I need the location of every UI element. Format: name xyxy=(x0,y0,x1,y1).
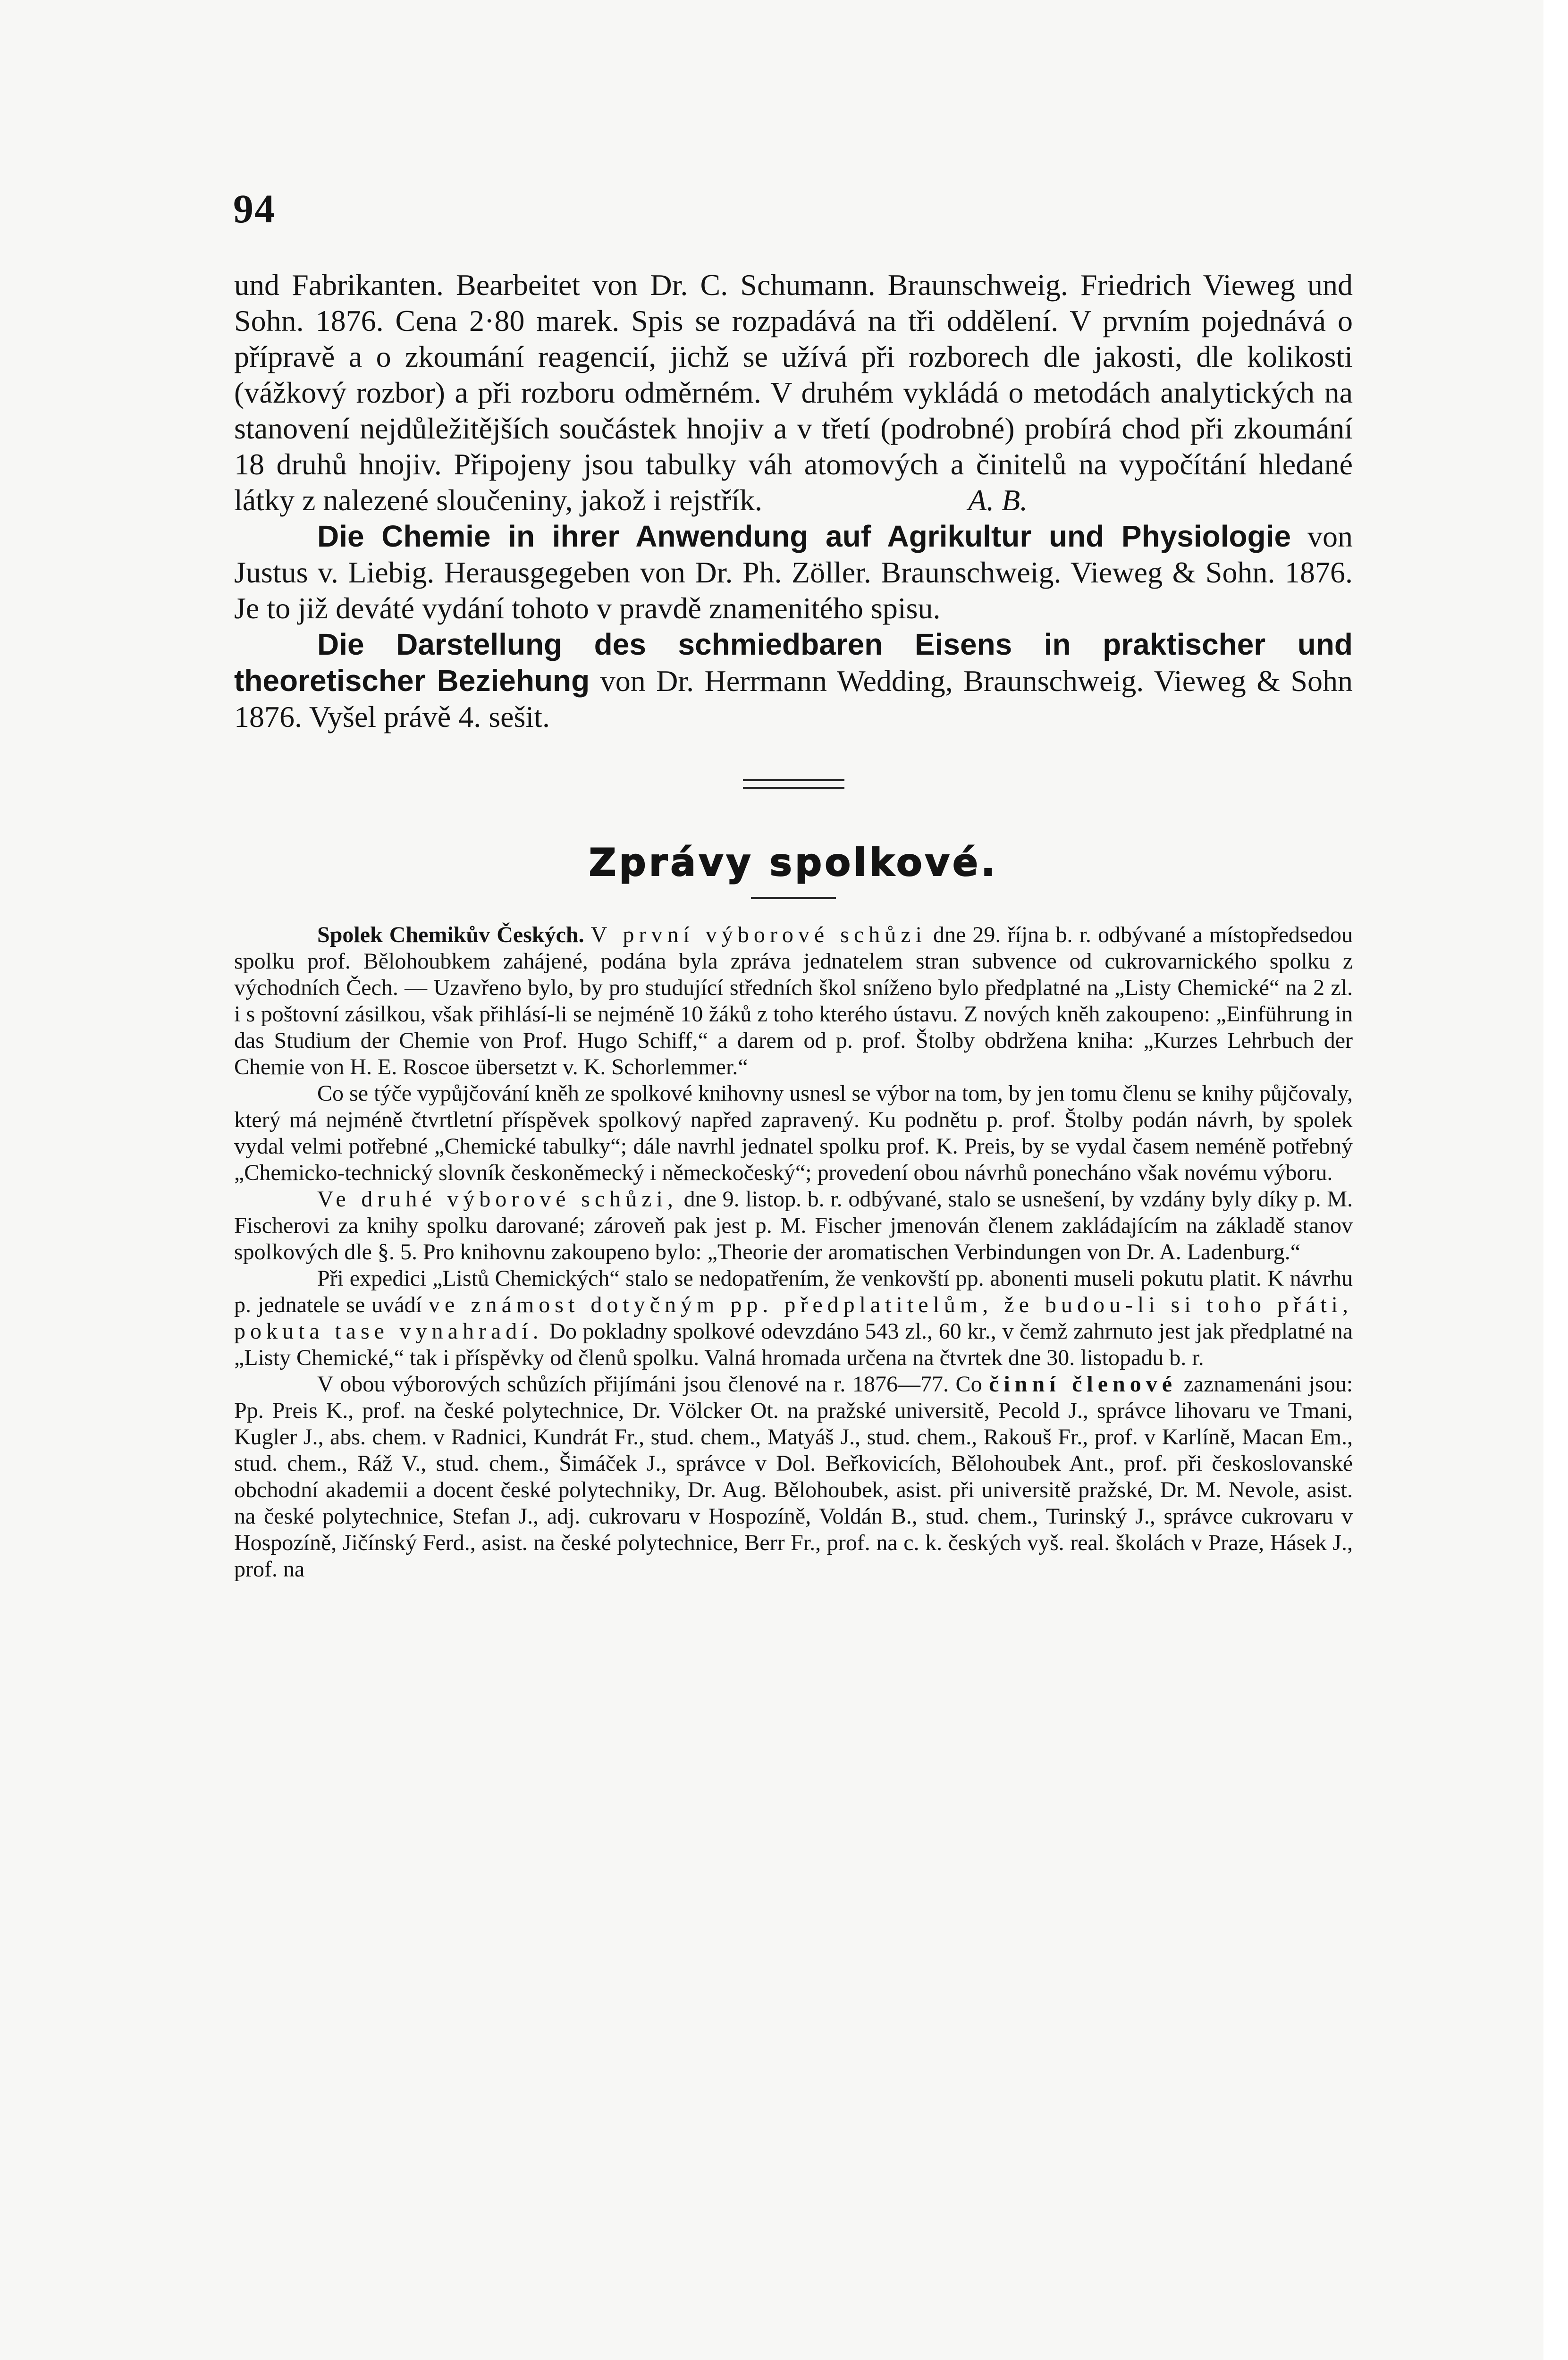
report-paragraph-3 xyxy=(234,1186,1353,1265)
review-schumann xyxy=(234,267,1353,518)
report-p1-text: dne 29. října b. r. odbývané a místopředsedou spolku prof. Bělohoubkem zahájené, podána byla zpráva jednatelem stran subvence od cukrovarnického spolku z východních Čech. — Uzavřeno bylo, by pro studující středních škol sníženo bylo předplatné na „Listy Chemické“ na 2 zl. i s poštovní zásilkou, však přihlásí-li se nejméně 10 žáků z toho kterého ústavu. Z nových kněh zakoupeno: „Einführung in das Studium der Chemie von Prof. Hugo Schiff,“ a darem od p. prof. Štolby obdržena kniha: „Kurzes Lehrbuch der Chemie von H. E. Roscoe übersetzt v. K. Schorlemmer.“ xyxy=(234,922,1353,1079)
section-title: Zprávy spolkové. xyxy=(589,841,998,885)
page-number: 94 xyxy=(233,186,276,231)
title-underline xyxy=(751,897,836,899)
review-schumann-text: und Fabrikanten. Bearbeitet von Dr. C. Schumann. Braunschweig. Friedrich Vieweg und Sohn. 1876. Cena 2·80 marek. Spis se rozpadává na tři oddělení. V prvním pojednává o přípravě a o zkoumání reagencií, jichž se užívá při rozborech dle jakosti, dle kolikosti (vážkový rozbor) a při rozboru odměrném. V druhém vykládá o metodách analytických na stanovení nejdůležitějších součástek hnojiv a v třetí (podrobné) probírá chod při zkoumání 18 druhů hnojiv. Připojeny jsou tabulky váh atomových a činitelů na vypočítání hledané látky z nalezené sloučeniny, jakož i rejstřík. xyxy=(234,268,1353,517)
report-second-meeting: Ve druhé výborové schůzi, xyxy=(317,1187,678,1212)
review-wedding-title: Die Darstellung des schmiedbaren Eisens in praktischer und theoretischer Beziehung xyxy=(234,627,1353,698)
report-paragraph-5 xyxy=(234,1371,1353,1583)
review-wedding xyxy=(234,626,1353,735)
report-first-meeting: V první výborové schůzi xyxy=(590,922,927,947)
report-p5b-text: zaznamenáni jsou: Pp. Preis K., prof. na české polytechnice, Dr. Völcker Ot. na pražské universitě, Pecold J., správce lihovaru ve Tmani, Kugler J., abs. chem. v Radnici, Kundrát Fr., stud. chem., Matyáš J., stud. chem., Rakouš Fr., prof. v Karlíně, Macan Em., stud. chem., Ráž V., stud. chem., Šimáček J., správce v Dol. Beřkovicích, Bělohoubek Ant., prof. při českoslovanské obchodní akademii a docent české polytechniky, Dr. Aug. Bělohoubek, asist. při universitě pražské, Dr. M. Nevole, asist. na české polytechnice, Stefan J., adj. cukrovaru v Hospozíně, Voldán B., stud. chem., Turinský J., správce cukrovaru v Hospozíně, Jičínský Ferd., asist. na české polytechnice, Berr Fr., prof. na c. k. českých vyš. real. školách v Praze, Hásek J., prof. na xyxy=(234,1372,1353,1582)
report-p2-text: Co se týče vypůjčování kněh ze spolkové knihovny usnesl se výbor na tom, by jen tomu členu se knihy půjčovaly, který má nejméně čtvrtletní příspěvek spolkový napřed zapravený. Ku podnětu p. prof. Štolby podán návrh, by spolek vydal velmi potřebné „Chemické tabulky“; dále navrhl jednatel spolku prof. K. Preis, by se vydal časem neméně potřebný „Chemicko-technický slovník českoněmecký i německočeský“; provedení obou návrhů ponecháno však novému výboru. xyxy=(234,1081,1353,1185)
report-p5a-text: V obou výborových schůzích přijímáni jsou členové na r. 1876—77. Co xyxy=(317,1372,982,1397)
review-liebig-title: Die Chemie in ihrer Anwendung auf Agrikultur und Physiologie xyxy=(317,519,1291,553)
report-paragraph-1 xyxy=(234,922,1353,1080)
report-lead: Spolek Chemikův Českých. xyxy=(317,922,584,947)
review-liebig xyxy=(234,518,1353,626)
report-p3-text: dne 9. listop. b. r. odbývané, stalo se usnešení, by vzdány byly díky p. M. Fischerovi za knihy spolku darované; zároveň pak jest p. M. Fischer jmenován členem zakládajícím na základě stanov spolkových dle §. 5. Pro knihovnu zakoupeno bylo: „Theorie der aromatischen Verbindungen von Dr. A. Ladenburg.“ xyxy=(234,1187,1353,1264)
review-liebig-text: von Justus v. Liebig. Herausgegeben von Dr. Ph. Zöller. Braunschweig. Vieweg & Sohn. 1876. Je to již deváté vydání tohoto v pravdě znamenitého spisu. xyxy=(234,520,1353,625)
scan-edge xyxy=(1543,0,1568,2360)
report-active-members: činní členové xyxy=(989,1372,1177,1397)
page-content xyxy=(234,267,1353,1583)
report-paragraph-2 xyxy=(234,1080,1353,1186)
double-rule xyxy=(743,779,844,789)
society-report xyxy=(234,922,1353,1583)
section-divider xyxy=(234,779,1353,789)
report-p4b-text: Do pokladny spolkové odevzdáno 543 zl., 60 kr., v čemž zahrnuto jest jak předplatné na „Listy Chemické,“ tak i příspěvky od členů spolku. Valná hromada určena na čtvrtek dne 30. listopadu b. r. xyxy=(234,1319,1353,1370)
report-p4-spaced: ve známost dotyčným pp. předplatitelům, že budou-li si toho přáti, pokuta tase vynahradí. xyxy=(234,1292,1353,1344)
review-wedding-text: von Dr. Herrmann Wedding, Braunschweig. Vieweg & Sohn 1876. Vyšel právě 4. sešit. xyxy=(234,664,1353,733)
report-paragraph-4 xyxy=(234,1265,1353,1371)
report-p4a-text: Při expedici „Listů Chemických“ stalo se nedopatřením, že venkovští pp. abonenti museli pokutu platit. K návrhu p. jednatele se uvádí xyxy=(234,1266,1353,1317)
review-signature: A. B. xyxy=(968,483,1028,517)
